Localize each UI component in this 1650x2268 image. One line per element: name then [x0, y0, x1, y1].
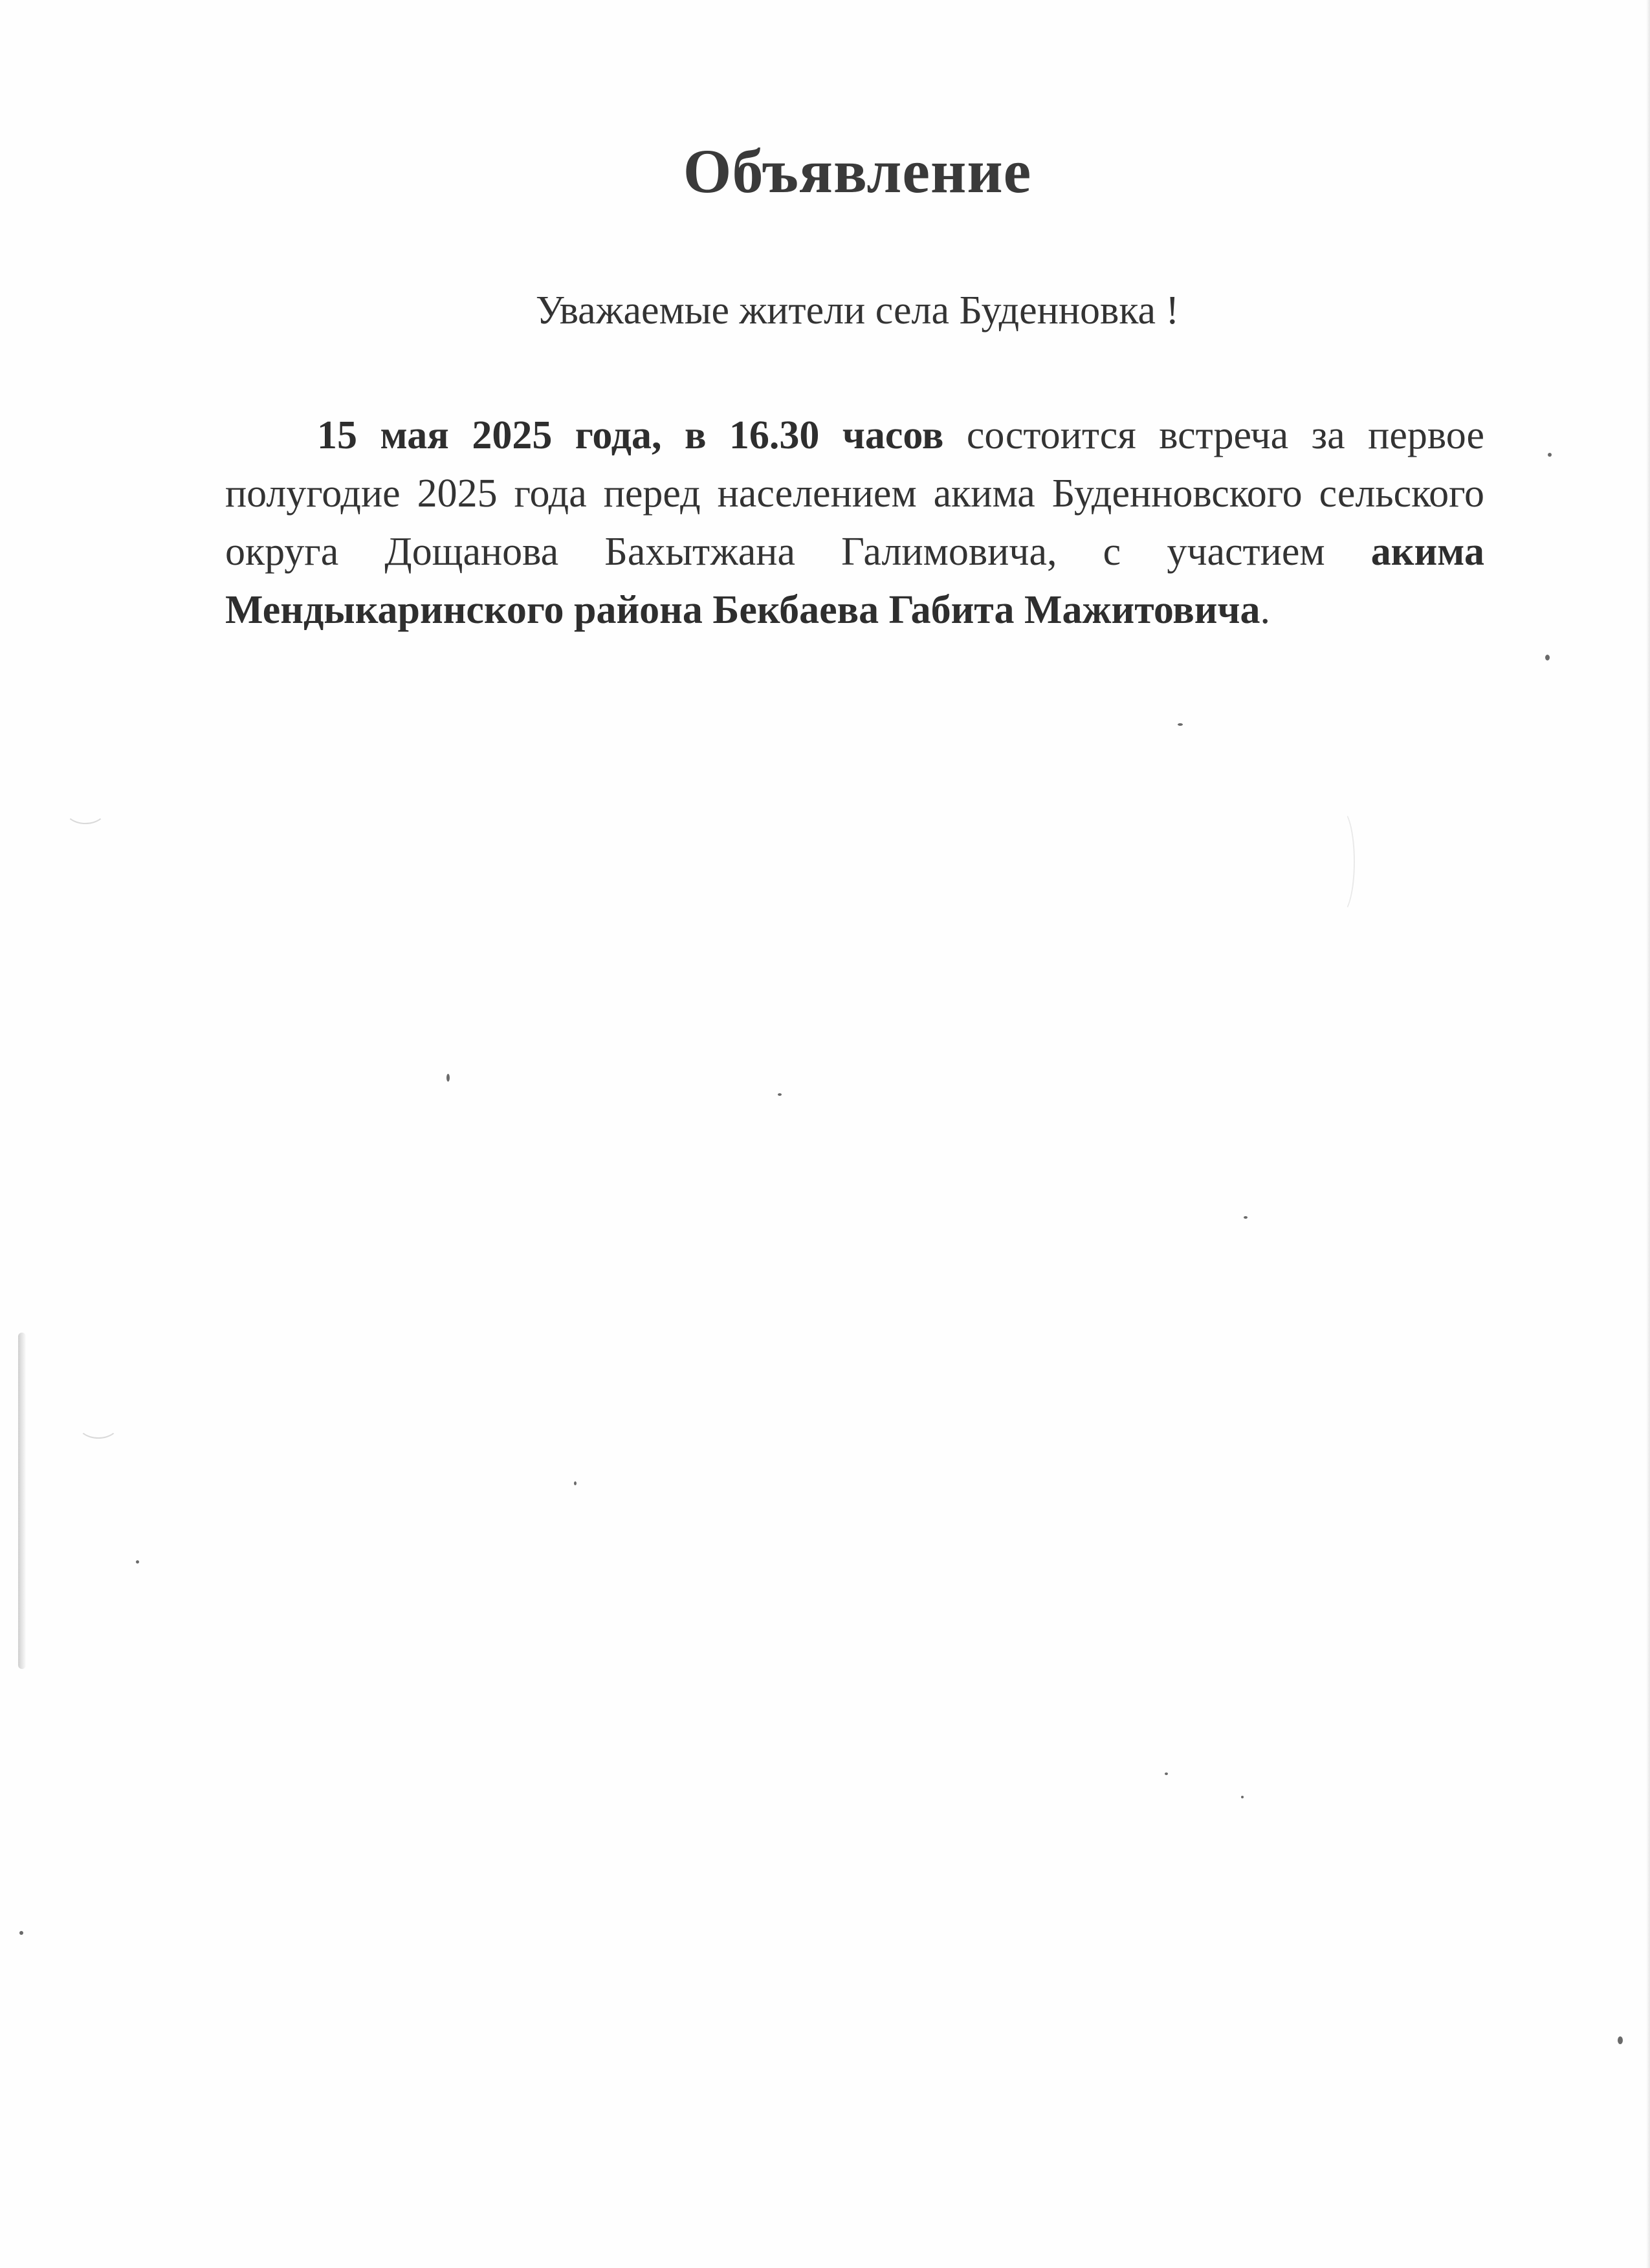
- scan-speck: [1545, 655, 1550, 660]
- scan-speck: [1618, 2036, 1623, 2044]
- announcement-paragraph: [225, 406, 1484, 639]
- scan-speck: [1165, 1772, 1168, 1775]
- scan-speck: [574, 1481, 577, 1485]
- scan-curve: [1326, 809, 1355, 915]
- scan-edge-shadow: [1646, 0, 1650, 2268]
- scan-curve: [65, 796, 106, 824]
- scan-curve: [78, 1410, 119, 1439]
- scan-speck: [778, 1093, 782, 1096]
- document-title: Объявление: [683, 136, 1032, 206]
- date-time-bold: 15 мая 2025 года, в 16.30 часов: [317, 413, 944, 457]
- scan-speck: [19, 1931, 23, 1935]
- scan-left-shadow: [18, 1333, 26, 1669]
- scan-speck: [446, 1074, 450, 1082]
- akim-name-bold: акима Мендыкаринского района Бекбаева Габита Мажитовича: [225, 530, 1484, 632]
- greeting-line: Уважаемые жители села Буденновка !: [535, 289, 1180, 333]
- paragraph-text: состоится встреча за первое полугодие 2025 года перед населением акима Буденновского сельского округа Дощанова Бахытжана Галимовича, с участием: [225, 413, 1484, 574]
- scan-speck: [1244, 1216, 1248, 1219]
- scan-speck: [136, 1560, 139, 1564]
- paragraph-end: .: [1260, 588, 1270, 632]
- scan-speck: [1178, 723, 1183, 726]
- scan-speck: [1548, 453, 1552, 457]
- scan-speck: [1241, 1796, 1244, 1798]
